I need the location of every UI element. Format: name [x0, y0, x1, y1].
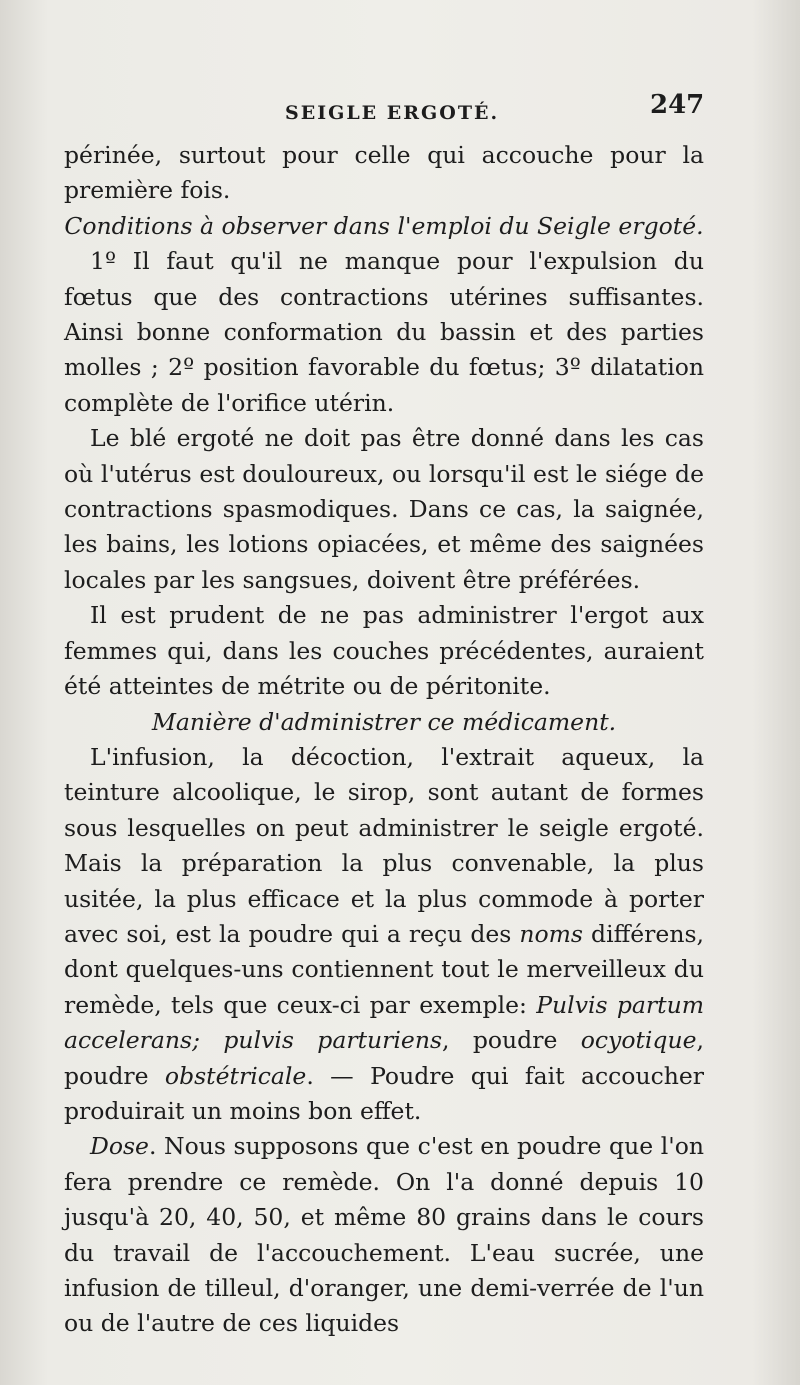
latin-names: Pulvis partum accelerans; pulvis parturiens: [64, 990, 704, 1055]
paragraph-prudence: Il est prudent de ne pas administrer l'ergot aux femmes qui, dans les couches précédentes, auraient été atteintes de métrite ou de péritonite.: [64, 601, 704, 701]
page-body: [64, 138, 704, 1342]
text-run: . Nous supposons que c'est en poudre que l'on fera prendre ce remède. On l'a donné depuis 10 jusqu'à 20, 40, 50, et même 80 grains dans le cours du travail de l'accouchement. L'eau sucrée, une infusion de tilleul, d'oranger, une demi-verrée de l'un ou de l'autre de ces liquides: [64, 1132, 704, 1338]
paragraph-forms: [64, 740, 704, 1129]
page-number: 247: [650, 90, 705, 120]
italic-run: noms: [519, 919, 583, 948]
paragraph-conditions: 1º Il faut qu'il ne manque pour l'expulsion du fœtus que des contractions utérines suffisantes. Ainsi bonne conformation du bassin et des parties molles ; 2º position favorable du fœtus; 3º dilatation complète de l'orifice utérin.: [64, 247, 704, 417]
text-run: . — Poudre qui fait accoucher produirait un moins bon effet.: [64, 1061, 705, 1125]
dose-label: Dose: [90, 1132, 149, 1161]
text-run: , poudre: [64, 1026, 704, 1090]
paragraph-dose: [64, 1129, 704, 1341]
text-run: différens, dont quelques-uns contiennent tout le merveilleux du remède, tels que ceux-ci par exemple:: [64, 919, 704, 1019]
page-header: [0, 88, 800, 128]
paragraph-contraindication: Le blé ergoté ne doit pas être donné dans les cas où l'utérus est douloureux, ou lorsqu'il est le siége de contractions spasmodiques. Dans ce cas, la saignée, les bains, les lotions opiacées, et même des saignées locales par les sangsues, doivent être préférées.: [64, 424, 704, 594]
paragraph-continued: périnée, surtout pour celle qui accouche pour la première fois.: [64, 141, 704, 205]
text-run: L'infusion, la décoction, l'extrait aqueux, la teinture alcoolique, le sirop, sont autant de formes sous lesquelles on peut administrer le seigle ergoté. Mais la préparation la plus convenable, la plus usitée, la plus efficace et la plus commode à porter avec soi, est la poudre qui a reçu des: [64, 742, 704, 948]
text-run: , poudre: [442, 1026, 581, 1055]
italic-run: obstétricale: [164, 1061, 307, 1090]
section-heading-maniere: Manière d'administrer ce médicament.: [151, 707, 617, 736]
italic-run: ocyotique: [580, 1026, 697, 1055]
running-title: SEIGLE ERGOTÉ.: [285, 102, 500, 124]
section-heading-conditions: Conditions à observer dans l'emploi du Seigle ergoté.: [64, 211, 704, 240]
